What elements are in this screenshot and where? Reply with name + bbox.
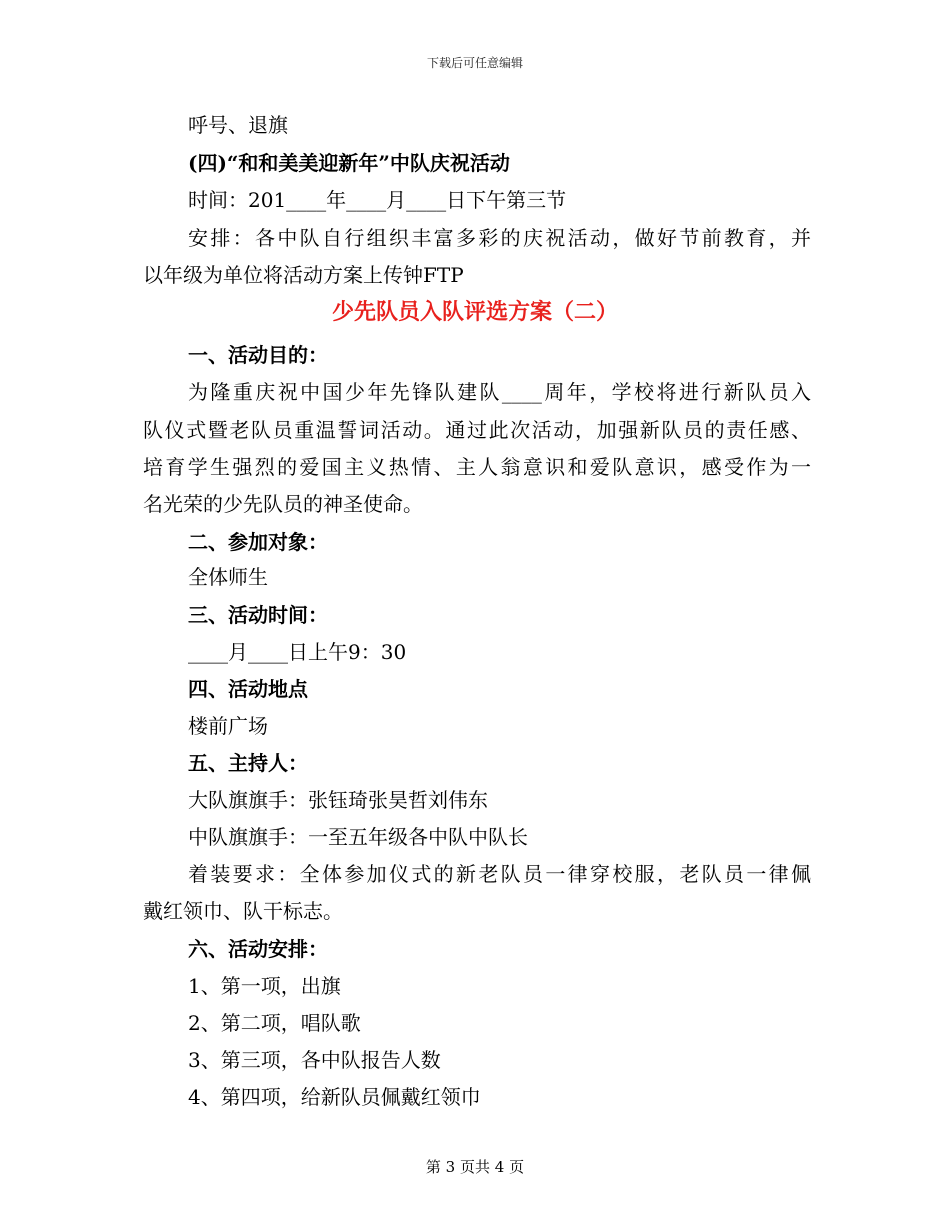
- list-item: 3、第三项，各中队报告人数: [188, 1048, 441, 1072]
- paragraph-line: 队仪式暨老队员重温誓词活动。通过此次活动，加强新队员的责任感、: [143, 418, 811, 442]
- page-header: 下载后可任意编辑: [426, 56, 523, 70]
- text-line: 全体师生: [188, 565, 268, 589]
- section-heading: 一、活动目的：: [188, 343, 328, 367]
- text-line: 着装要求：全体参加仪式的新老队员一律穿校服，老队员一律佩: [188, 862, 811, 886]
- text-line: 时间：201____年____月____日下午第三节: [188, 188, 567, 212]
- section-heading: 五、主持人：: [188, 751, 308, 775]
- text-line: ____月____日上午9：30: [188, 640, 407, 664]
- text-line: 以年级为单位将活动方案上传钟FTP: [143, 263, 464, 287]
- text-line: 呼号、退旗: [188, 113, 288, 137]
- list-item: 4、第四项，给新队员佩戴红领巾: [188, 1085, 481, 1109]
- text-line: 安排：各中队自行组织丰富多彩的庆祝活动，做好节前教育，并: [188, 226, 811, 250]
- list-item: 2、第二项，唱队歌: [188, 1011, 361, 1035]
- section-heading: 六、活动安排：: [188, 937, 328, 961]
- text-line: 大队旗旗手：张钰琦张昊哲刘伟东: [188, 788, 488, 812]
- text-line: 戴红领巾、队干标志。: [143, 899, 343, 923]
- paragraph-line: 培育学生强烈的爱国主义热情、主人翁意识和爱队意识，感受作为一: [143, 455, 811, 479]
- text-line: 中队旗旗手：一至五年级各中队中队长: [188, 825, 528, 849]
- section-heading: 三、活动时间：: [188, 603, 328, 627]
- section-heading: 二、参加对象：: [188, 530, 328, 554]
- list-item: 1、第一项，出旗: [188, 974, 341, 998]
- document-title: 少先队员入队评选方案（二）: [331, 299, 618, 325]
- paragraph-line: 为隆重庆祝中国少年先锋队建队____周年，学校将进行新队员入: [188, 380, 811, 404]
- text-line: 楼前广场: [188, 714, 268, 738]
- page-footer: 第 3 页共 4 页: [425, 1158, 525, 1176]
- section-heading: 四、活动地点: [188, 677, 308, 701]
- paragraph-line: 名光荣的少先队员的神圣使命。: [143, 492, 423, 516]
- subsection-heading: (四)“和和美美迎新年”中队庆祝活动: [188, 151, 510, 175]
